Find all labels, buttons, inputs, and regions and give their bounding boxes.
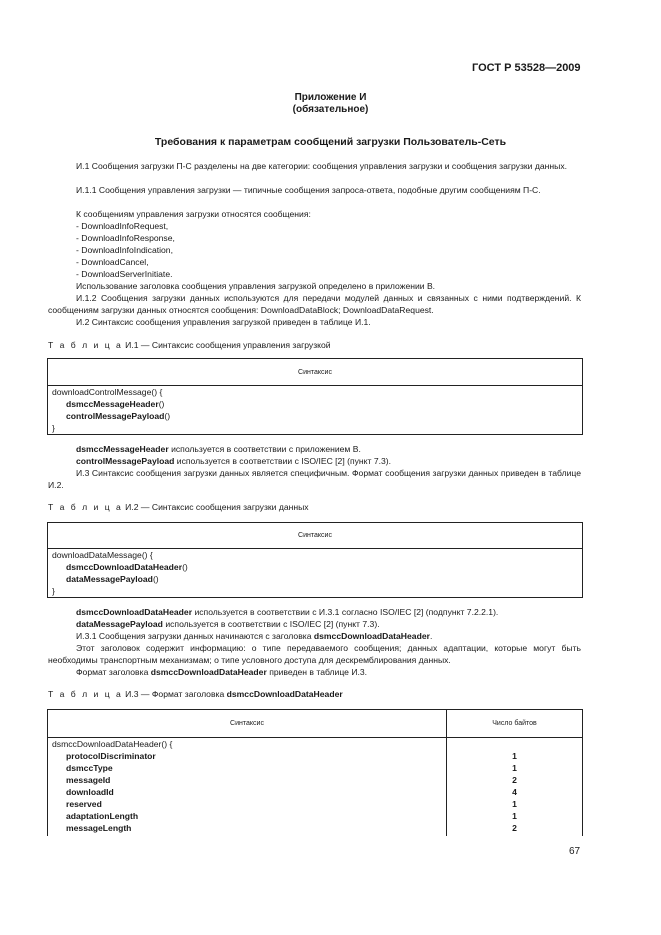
paragraph-header-usage: Использование заголовка сообщения управления загрузкой определено в приложении В. [76,281,436,291]
table1-body: downloadControlMessage() { dsmccMessageHeader() controlMessagePayload() } [48,386,583,435]
table3-header-syntax: Синтаксис [48,710,447,738]
list-item: - DownloadInfoRequest, [76,221,169,231]
appendix-status: (обязательное) [292,104,369,115]
list-item: - DownloadServerInitiate. [76,269,173,279]
paragraph-header-info: Этот заголовок содержит информацию: о типе передаваемого сообщения; данных адаптации, которые могут быть необходимы транспортным механизмам; о типе условного доступа для дескремблирования данных. [48,643,581,665]
paragraph-i3: И.3 Синтаксис сообщения загрузки данных является специфичным. Формат сообщения загрузки данных приведен в таблице И.2. [48,468,581,490]
paragraph-list-intro: К сообщениям управления загрузки относятся сообщения: [76,209,311,219]
list-item: - DownloadInfoResponse, [76,233,175,243]
note-message-header: dsmccMessageHeader используется в соответствии с приложением В. [76,444,361,454]
list-item: - DownloadCancel, [76,257,149,267]
table3 [47,709,583,836]
table3-bytes-column: 1 1 2 4 1 1 2 [447,738,583,837]
table1 [47,358,583,435]
appendix-title: Приложение И [294,92,367,103]
note-download-data-header: dsmccDownloadDataHeader используется в соответствии с И.3.1 согласно ISO/IEC [2] (подпункт 7.2.2.1). [76,607,499,617]
table2-caption: Т а б л и ц а И.2 — Синтаксис сообщения загрузки данных [48,502,309,512]
page-number: 67 [569,846,581,857]
section-heading: Требования к параметрам сообщений загрузки Пользователь-Сеть [154,136,507,148]
paragraph-i1-2: И.1.2 Сообщения загрузки данных используются для передачи модулей данных и связанных с ними подтверждений. К сообщениям загрузки данных относятся сообщения: DownloadDataBlock; DownloadDataRequest. [48,293,581,315]
paragraph-i2: И.2 Синтаксис сообщения управления загрузкой приведен в таблице И.1. [76,317,371,327]
table2 [47,522,583,598]
paragraph-header-format: Формат заголовка dsmccDownloadDataHeader приведен в таблице И.3. [76,667,368,677]
table3-syntax-column: dsmccDownloadDataHeader() { protocolDiscriminator dsmccType messageId downloadId reserved adaptationLength messageLength [48,738,447,837]
standard-number: ГОСТ Р 53528—2009 [472,62,581,74]
table1-caption: Т а б л и ц а И.1 — Синтаксис сообщения управления загрузкой [48,340,331,350]
table3-caption: Т а б л и ц а И.3 — Формат заголовка dsmccDownloadDataHeader [48,689,343,699]
table2-body: downloadDataMessage() { dsmccDownloadDataHeader() dataMessagePayload() } [48,549,583,598]
table1-header: Синтаксис [48,359,583,386]
paragraph-i1-1: И.1.1 Сообщения управления загрузки — типичные сообщения запроса-ответа, подобные другим сообщениям П-С. [76,185,541,195]
paragraph-i1: И.1 Сообщения загрузки П-С разделены на две категории: сообщения управления загрузки и сообщения загрузки данных. [76,161,568,171]
list-item: - DownloadInfoIndication, [76,245,173,255]
note-control-payload: controlMessagePayload используется в соответствии с ISO/IEC [2] (пункт 7.3). [76,456,392,466]
table2-header: Синтаксис [48,523,583,549]
table3-header-bytes: Число байтов [447,710,583,738]
note-data-payload: dataMessagePayload используется в соответствии с ISO/IEC [2] (пункт 7.3). [76,619,380,629]
paragraph-i3-1: И.3.1 Сообщения загрузки данных начинаются с заголовка dsmccDownloadDataHeader. [76,631,433,641]
